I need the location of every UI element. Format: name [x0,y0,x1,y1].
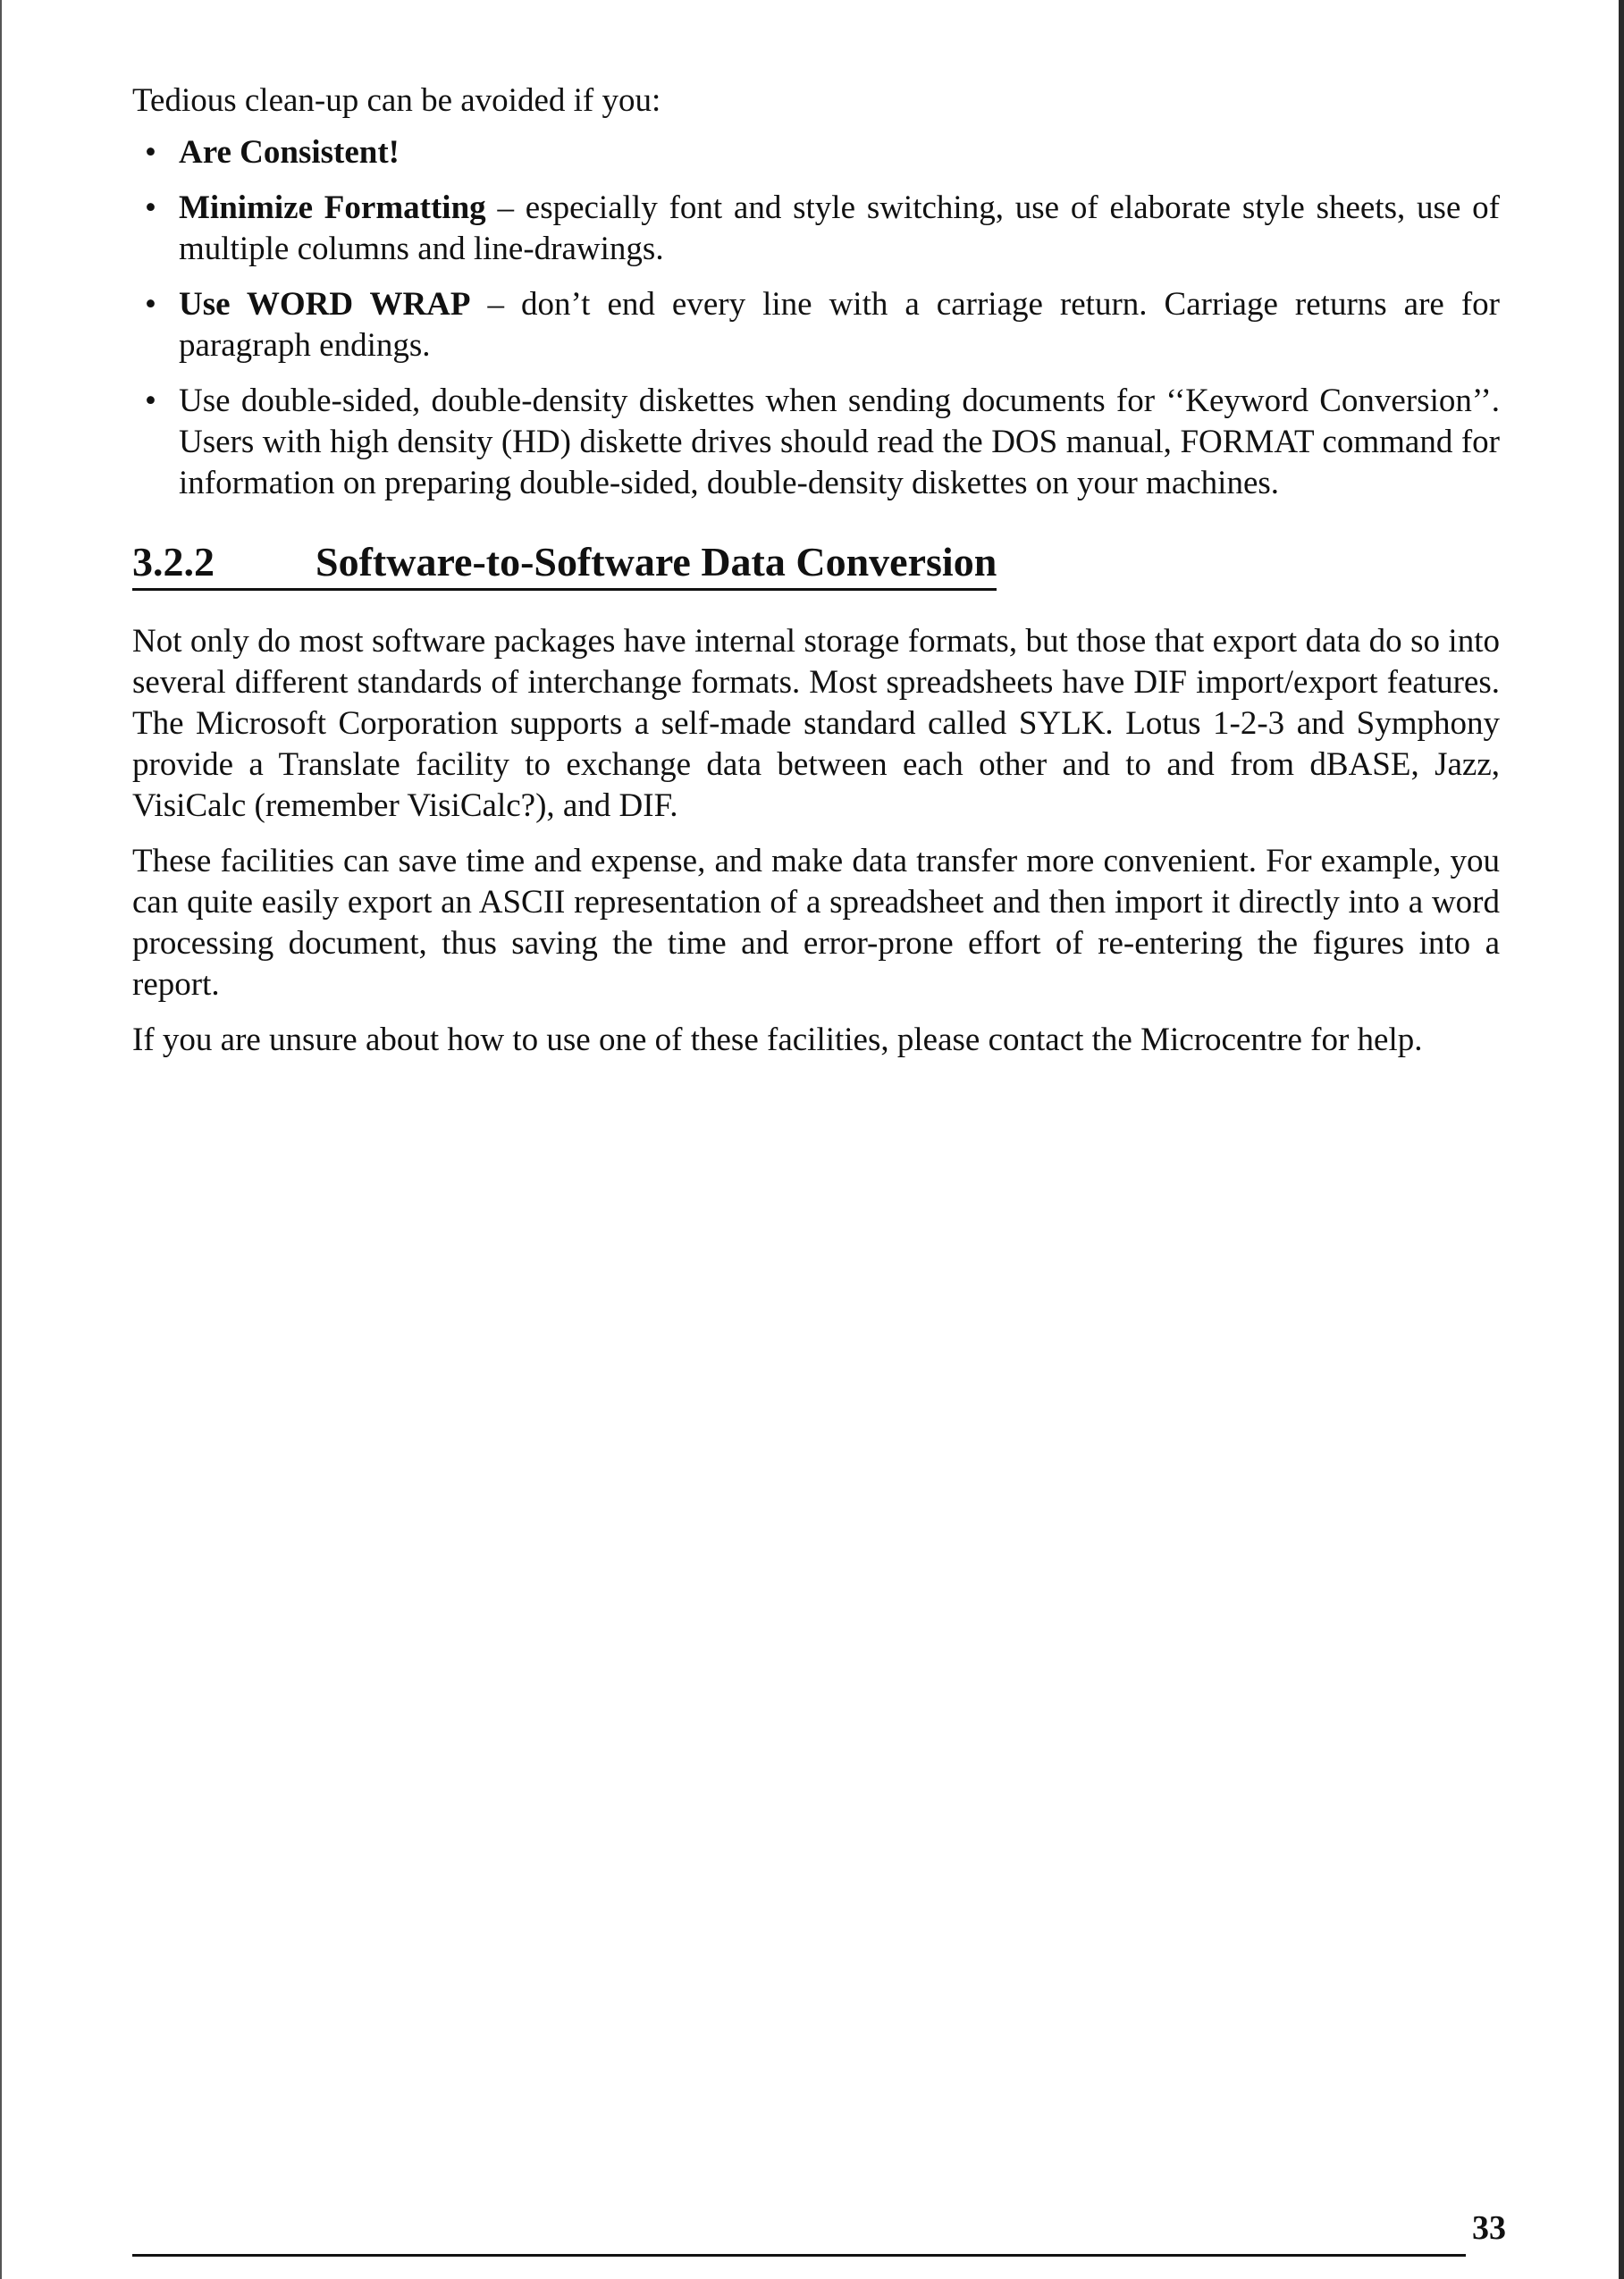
tip-lead: Are Consistent! [179,134,400,171]
list-item [132,284,1500,366]
bullet-icon: • [145,286,156,323]
body-paragraph: Not only do most software packages have internal storage formats, but those that export data do so into several different standards of interchange formats. Most spreadsheets have DIF import/export features. The Microsoft Corporation supports a self-made standard called SYLK. Lotus 1-2-3 and Symphony provide a Translate facility to exchange data between each other and to and from dBASE, Jazz, VisiCalc (remember VisiCalc?), and DIF. [132,623,1500,824]
bullet-icon: • [145,383,156,419]
scan-edge-left [0,0,2,2279]
body-paragraph: If you are unsure about how to use one of these facilities, please contact the Microcentre for help. [132,1022,1423,1058]
scan-edge-right [1619,0,1624,2279]
bullet-icon: • [145,134,156,171]
document-page [132,80,1500,1075]
section-heading [132,538,997,591]
intro-text: Tedious clean-up can be avoided if you: [132,82,661,119]
tip-lead: Minimize Formatting [179,189,486,226]
tip-text: Use double-sided, double-density diskettes when sending documents for ‘‘Keyword Conversion’’. Users with high density (HD) diskette drives should read the DOS manual, FORMAT command for information on preparing double-sided, double-density diskettes on your machines. [179,383,1500,501]
tip-text: – don’t end every line with a carriage return. Carriage returns are for paragraph endings. [179,286,1500,364]
body-paragraph: These facilities can save time and expense, and make data transfer more convenient. For example, you can quite easily export an ASCII representation of a spreadsheet and then import it directly into a word processing document, thus saving the time and error-prone effort of re-entering the figures into a report. [132,843,1500,1003]
page-number: 33 [1472,2209,1506,2247]
section-title: Software-to-Software Data Conversion [316,539,997,584]
tips-list [132,132,1500,504]
section-number: 3.2.2 [132,539,215,584]
list-item [132,132,1500,173]
footer-rule [132,2254,1466,2257]
bullet-icon: • [145,189,156,226]
tip-text: – especially font and style switching, use of elaborate style sheets, use of multiple columns and line-drawings. [179,189,1500,267]
list-item [132,381,1500,504]
list-item [132,188,1500,270]
tip-lead: Use WORD WRAP [179,286,471,323]
